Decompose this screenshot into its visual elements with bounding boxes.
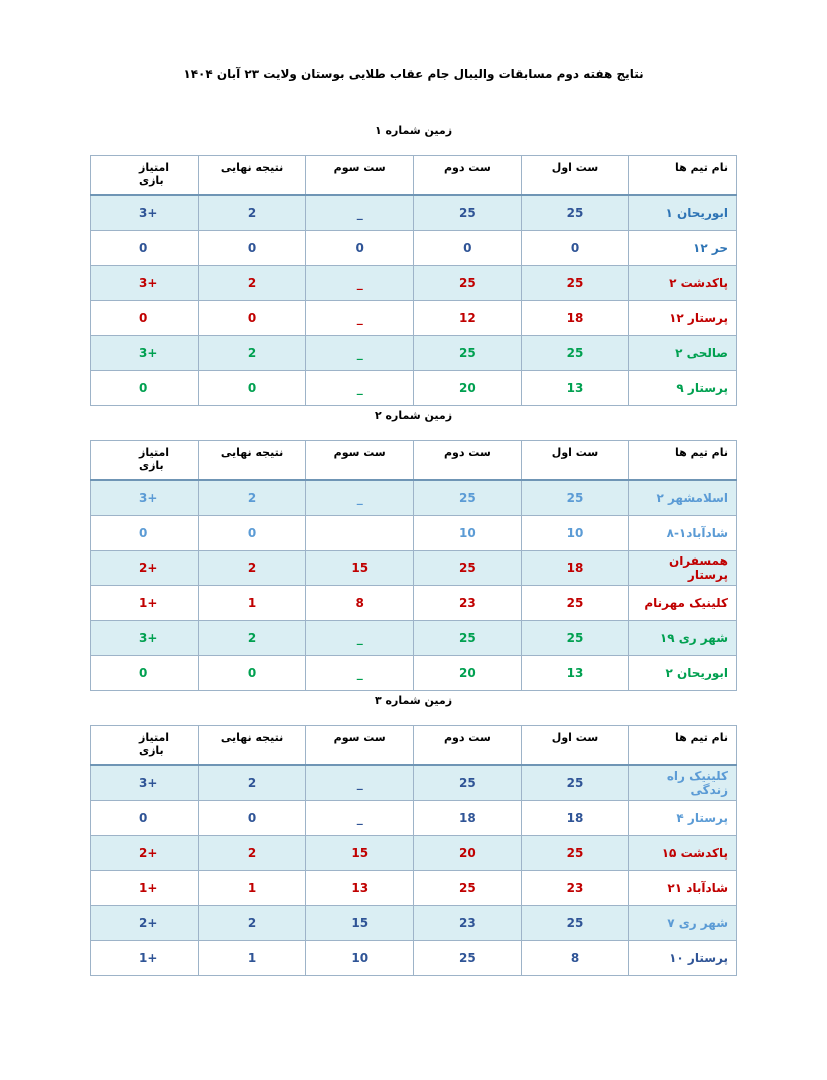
team-name-cell: پرستار ۹	[629, 371, 737, 406]
set-2-cell: 25	[414, 266, 522, 301]
set-1-cell: 13	[521, 371, 629, 406]
game-points-cell: +1	[91, 586, 199, 621]
set-2-cell: 12	[414, 301, 522, 336]
column-header-set-1: ست اول	[521, 726, 629, 766]
column-header-set-1: ست اول	[521, 441, 629, 481]
game-points-cell: +3	[91, 765, 199, 801]
game-points-cell: +3	[91, 621, 199, 656]
column-header-final-result: نتیجه نهایی	[198, 726, 306, 766]
section-title-2: زمین شماره ۲	[374, 409, 453, 422]
set-2-cell: 25	[414, 551, 522, 586]
table-row	[91, 195, 737, 231]
final-result-cell: 0	[198, 656, 306, 691]
table-row	[91, 765, 737, 801]
set-1-cell: 18	[521, 801, 629, 836]
set-2-cell: 0	[414, 231, 522, 266]
column-header-set-3: ست سوم	[306, 441, 414, 481]
final-result-cell: 0	[198, 371, 306, 406]
set-2-cell: 23	[414, 906, 522, 941]
results-table-3	[90, 725, 737, 976]
team-name-cell: پرستار ۴	[629, 801, 737, 836]
column-header-set-2: ست دوم	[414, 441, 522, 481]
table-row	[91, 836, 737, 871]
set-3-cell	[306, 516, 414, 551]
final-result-cell: 2	[198, 551, 306, 586]
table-row	[91, 656, 737, 691]
final-result-cell: 2	[198, 621, 306, 656]
results-table-2	[90, 440, 737, 691]
game-points-cell: 0	[91, 656, 199, 691]
set-3-cell: 10	[306, 941, 414, 976]
set-2-cell: 25	[414, 480, 522, 516]
column-header-game-points: امتیاز بازی	[91, 441, 199, 481]
column-header-game-points: امتیاز بازی	[91, 726, 199, 766]
column-header-team-name: نام تیم ها	[629, 156, 737, 196]
set-2-cell: 25	[414, 941, 522, 976]
team-name-cell: پرستار ۱۰	[629, 941, 737, 976]
set-1-cell: 18	[521, 301, 629, 336]
table-row	[91, 621, 737, 656]
table-row	[91, 551, 737, 586]
set-2-cell: 18	[414, 801, 522, 836]
game-points-cell: 0	[91, 516, 199, 551]
game-points-cell: +3	[91, 480, 199, 516]
set-3-cell: _	[306, 266, 414, 301]
set-3-cell: _	[306, 195, 414, 231]
set-2-cell: 25	[414, 336, 522, 371]
column-header-final-result: نتیجه نهایی	[198, 156, 306, 196]
table-row	[91, 336, 737, 371]
page-title: نتایج هفته دوم مسابقات والیبال جام عقاب طلایی بوستان ولایت ۲۳ آبان ۱۴۰۴	[183, 67, 644, 81]
game-points-cell: +2	[91, 551, 199, 586]
set-3-cell: _	[306, 480, 414, 516]
game-points-cell: +3	[91, 195, 199, 231]
final-result-cell: 2	[198, 480, 306, 516]
column-header-set-3: ست سوم	[306, 726, 414, 766]
set-1-cell: 8	[521, 941, 629, 976]
game-points-cell: +2	[91, 836, 199, 871]
final-result-cell: 0	[198, 301, 306, 336]
team-name-cell: کلینیک راه زندگی	[629, 765, 737, 801]
final-result-cell: 2	[198, 906, 306, 941]
table-row	[91, 906, 737, 941]
header-row	[91, 441, 737, 481]
set-2-cell: 20	[414, 371, 522, 406]
set-1-cell: 25	[521, 336, 629, 371]
set-1-cell: 10	[521, 516, 629, 551]
set-1-cell: 18	[521, 551, 629, 586]
game-points-cell: 0	[91, 301, 199, 336]
header-row	[91, 726, 737, 766]
table-row	[91, 301, 737, 336]
column-header-set-1: ست اول	[521, 156, 629, 196]
set-3-cell: 15	[306, 836, 414, 871]
team-name-cell: ابوریحان ۲	[629, 656, 737, 691]
team-name-cell: کلینیک مهرنام	[629, 586, 737, 621]
table-row	[91, 231, 737, 266]
set-1-cell: 25	[521, 480, 629, 516]
set-3-cell: 0	[306, 231, 414, 266]
set-1-cell: 25	[521, 765, 629, 801]
set-3-cell: _	[306, 301, 414, 336]
column-header-final-result: نتیجه نهایی	[198, 441, 306, 481]
set-3-cell: _	[306, 336, 414, 371]
table-row	[91, 266, 737, 301]
set-3-cell: _	[306, 656, 414, 691]
set-2-cell: 25	[414, 871, 522, 906]
column-header-team-name: نام تیم ها	[629, 441, 737, 481]
game-points-cell: +1	[91, 871, 199, 906]
team-name-cell: شهر ری ۱۹	[629, 621, 737, 656]
set-3-cell: _	[306, 765, 414, 801]
set-1-cell: 25	[521, 195, 629, 231]
set-2-cell: 10	[414, 516, 522, 551]
final-result-cell: 1	[198, 941, 306, 976]
team-name-cell: شادآباد ۲۱	[629, 871, 737, 906]
final-result-cell: 1	[198, 871, 306, 906]
final-result-cell: 2	[198, 765, 306, 801]
table-row	[91, 801, 737, 836]
results-table-1	[90, 155, 737, 406]
set-3-cell: _	[306, 621, 414, 656]
column-header-set-2: ست دوم	[414, 726, 522, 766]
section-title-3: زمین شماره ۳	[374, 694, 453, 707]
column-header-team-name: نام تیم ها	[629, 726, 737, 766]
set-1-cell: 13	[521, 656, 629, 691]
final-result-cell: 2	[198, 266, 306, 301]
team-name-cell: همسفران پرستار	[629, 551, 737, 586]
table-row	[91, 871, 737, 906]
table-row	[91, 586, 737, 621]
table-row	[91, 371, 737, 406]
set-3-cell: _	[306, 371, 414, 406]
set-1-cell: 23	[521, 871, 629, 906]
team-name-cell: پاکدشت ۲	[629, 266, 737, 301]
final-result-cell: 2	[198, 336, 306, 371]
table-row	[91, 480, 737, 516]
section-title-1: زمین شماره ۱	[374, 124, 453, 137]
column-header-set-3: ست سوم	[306, 156, 414, 196]
column-header-game-points: امتیاز بازی	[91, 156, 199, 196]
team-name-cell: پاکدشت ۱۵	[629, 836, 737, 871]
final-result-cell: 2	[198, 836, 306, 871]
final-result-cell: 0	[198, 516, 306, 551]
set-2-cell: 20	[414, 656, 522, 691]
table-row	[91, 941, 737, 976]
set-1-cell: 25	[521, 621, 629, 656]
set-3-cell: 8	[306, 586, 414, 621]
set-1-cell: 0	[521, 231, 629, 266]
table-row	[91, 516, 737, 551]
set-2-cell: 25	[414, 765, 522, 801]
team-name-cell: صالحی ۲	[629, 336, 737, 371]
set-2-cell: 23	[414, 586, 522, 621]
game-points-cell: 0	[91, 231, 199, 266]
set-2-cell: 25	[414, 621, 522, 656]
team-name-cell: ابوریحان ۱	[629, 195, 737, 231]
team-name-cell: شهر ری ۷	[629, 906, 737, 941]
set-2-cell: 20	[414, 836, 522, 871]
team-name-cell: شادآباد۱-۸	[629, 516, 737, 551]
game-points-cell: +1	[91, 941, 199, 976]
set-1-cell: 25	[521, 586, 629, 621]
final-result-cell: 0	[198, 801, 306, 836]
set-1-cell: 25	[521, 906, 629, 941]
team-name-cell: حر ۱۲	[629, 231, 737, 266]
set-1-cell: 25	[521, 266, 629, 301]
set-1-cell: 25	[521, 836, 629, 871]
team-name-cell: اسلامشهر ۲	[629, 480, 737, 516]
set-3-cell: _	[306, 801, 414, 836]
set-3-cell: 13	[306, 871, 414, 906]
column-header-set-2: ست دوم	[414, 156, 522, 196]
set-3-cell: 15	[306, 906, 414, 941]
set-2-cell: 25	[414, 195, 522, 231]
game-points-cell: +2	[91, 906, 199, 941]
header-row	[91, 156, 737, 196]
game-points-cell: 0	[91, 801, 199, 836]
final-result-cell: 0	[198, 231, 306, 266]
game-points-cell: +3	[91, 336, 199, 371]
game-points-cell: 0	[91, 371, 199, 406]
final-result-cell: 2	[198, 195, 306, 231]
team-name-cell: پرستار ۱۲	[629, 301, 737, 336]
final-result-cell: 1	[198, 586, 306, 621]
set-3-cell: 15	[306, 551, 414, 586]
game-points-cell: +3	[91, 266, 199, 301]
